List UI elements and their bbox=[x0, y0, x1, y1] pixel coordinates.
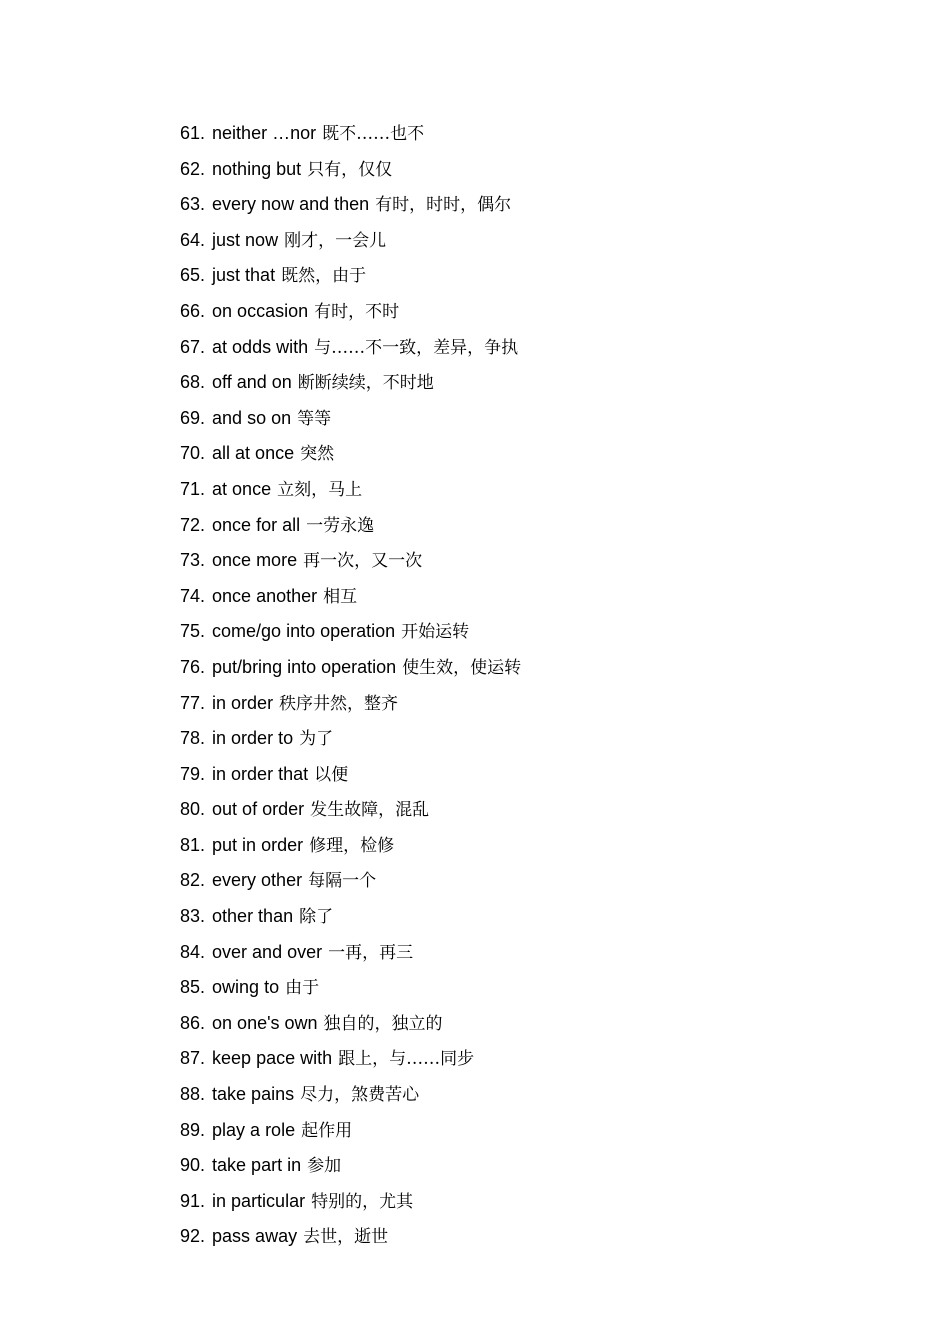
english-phrase: every other bbox=[212, 870, 303, 891]
english-phrase: in order to bbox=[212, 728, 294, 749]
chinese-meaning: 发生故障，混乱 bbox=[310, 800, 430, 821]
chinese-meaning: 与……不一致，差异，争执 bbox=[314, 337, 519, 358]
chinese-meaning: 既然，由于 bbox=[281, 266, 367, 287]
english-phrase: at odds with bbox=[212, 336, 309, 357]
phrase-entry bbox=[180, 330, 521, 366]
chinese-meaning: 一再，再三 bbox=[328, 942, 414, 963]
phrase-entry bbox=[180, 1219, 521, 1255]
phrase-entry bbox=[180, 152, 521, 188]
chinese-meaning: 起作用 bbox=[301, 1120, 353, 1141]
entry-number: 73. bbox=[180, 550, 206, 571]
english-phrase: just that bbox=[212, 265, 276, 286]
english-phrase: nothing but bbox=[212, 158, 302, 179]
entry-number: 71. bbox=[180, 478, 206, 499]
chinese-meaning: 等等 bbox=[297, 408, 332, 429]
chinese-meaning: 跟上，与……同步 bbox=[338, 1049, 475, 1070]
english-phrase: owing to bbox=[212, 977, 280, 998]
english-phrase: at once bbox=[212, 478, 272, 499]
phrase-entry bbox=[180, 223, 521, 259]
english-phrase: once for all bbox=[212, 514, 301, 535]
entry-number: 90. bbox=[180, 1155, 206, 1176]
entry-number: 61. bbox=[180, 123, 206, 143]
english-phrase: put/bring into operation bbox=[212, 656, 397, 677]
phrase-entry bbox=[180, 863, 521, 899]
entry-number: 87. bbox=[180, 1048, 206, 1069]
chinese-meaning: 刚才，一会儿 bbox=[284, 230, 387, 251]
english-phrase: once more bbox=[212, 550, 298, 571]
chinese-meaning: 只有，仅仅 bbox=[307, 159, 393, 180]
chinese-meaning: 有时，不时 bbox=[314, 301, 400, 322]
english-phrase: play a role bbox=[212, 1119, 296, 1140]
chinese-meaning: 既不……也不 bbox=[322, 124, 425, 144]
phrase-entry bbox=[180, 1041, 521, 1077]
phrase-entry bbox=[180, 899, 521, 935]
chinese-meaning: 一劳永逸 bbox=[306, 515, 375, 536]
english-phrase: in order bbox=[212, 692, 274, 713]
english-phrase: neither …nor bbox=[212, 123, 317, 143]
english-phrase: take pains bbox=[212, 1084, 295, 1105]
phrase-entry bbox=[180, 116, 521, 152]
entry-number: 74. bbox=[180, 585, 206, 606]
entry-number: 63. bbox=[180, 194, 206, 215]
english-phrase: in order that bbox=[212, 763, 309, 784]
phrase-entry bbox=[180, 1006, 521, 1042]
entry-number: 88. bbox=[180, 1084, 206, 1105]
phrase-entry bbox=[180, 543, 521, 579]
chinese-meaning: 特别的，尤其 bbox=[311, 1191, 414, 1212]
entry-number: 82. bbox=[180, 870, 206, 891]
chinese-meaning: 使生效，使运转 bbox=[402, 657, 522, 678]
english-phrase: once another bbox=[212, 585, 318, 606]
chinese-meaning: 除了 bbox=[299, 907, 334, 928]
entry-number: 70. bbox=[180, 443, 206, 464]
entry-number: 77. bbox=[180, 692, 206, 713]
phrase-entry bbox=[180, 1113, 521, 1149]
chinese-meaning: 秩序井然，整齐 bbox=[279, 693, 399, 714]
english-phrase: and so on bbox=[212, 407, 292, 428]
english-phrase: all at once bbox=[212, 443, 295, 464]
chinese-meaning: 每隔一个 bbox=[308, 871, 377, 892]
phrase-entry bbox=[180, 650, 521, 686]
chinese-meaning: 尽力，煞费苦心 bbox=[300, 1085, 420, 1106]
phrase-entry bbox=[180, 294, 521, 330]
phrase-entry bbox=[180, 757, 521, 793]
entry-number: 65. bbox=[180, 265, 206, 286]
phrase-entry bbox=[180, 365, 521, 401]
phrase-entry bbox=[180, 614, 521, 650]
english-phrase: out of order bbox=[212, 799, 305, 820]
english-phrase: off and on bbox=[212, 372, 292, 393]
english-phrase: come/go into operation bbox=[212, 621, 396, 642]
entry-number: 84. bbox=[180, 941, 206, 962]
entry-number: 66. bbox=[180, 300, 206, 321]
chinese-meaning: 有时，时时，偶尔 bbox=[375, 195, 512, 216]
english-phrase: on one's own bbox=[212, 1012, 318, 1033]
phrase-entry bbox=[180, 1148, 521, 1184]
chinese-meaning: 开始运转 bbox=[401, 622, 470, 643]
english-phrase: in particular bbox=[212, 1190, 306, 1211]
english-phrase: keep pace with bbox=[212, 1048, 333, 1069]
english-phrase: pass away bbox=[212, 1226, 298, 1247]
phrase-entry bbox=[180, 792, 521, 828]
entry-number: 78. bbox=[180, 728, 206, 749]
english-phrase: put in order bbox=[212, 834, 304, 855]
chinese-meaning: 独自的，独立的 bbox=[323, 1013, 443, 1034]
entry-number: 76. bbox=[180, 656, 206, 677]
chinese-meaning: 突然 bbox=[300, 444, 335, 465]
entry-number: 80. bbox=[180, 799, 206, 820]
phrase-entry bbox=[180, 1077, 521, 1113]
entry-number: 75. bbox=[180, 621, 206, 642]
chinese-meaning: 由于 bbox=[285, 978, 320, 999]
english-phrase: just now bbox=[212, 229, 279, 250]
english-phrase: take part in bbox=[212, 1155, 302, 1176]
chinese-meaning: 相互 bbox=[323, 586, 358, 607]
phrase-entry bbox=[180, 401, 521, 437]
entry-number: 81. bbox=[180, 834, 206, 855]
english-phrase: over and over bbox=[212, 941, 323, 962]
entry-number: 69. bbox=[180, 407, 206, 428]
english-phrase: every now and then bbox=[212, 194, 370, 215]
chinese-meaning: 参加 bbox=[307, 1156, 342, 1177]
phrase-entry bbox=[180, 935, 521, 971]
entry-number: 83. bbox=[180, 906, 206, 927]
chinese-meaning: 去世，逝世 bbox=[303, 1227, 389, 1248]
phrase-entry bbox=[180, 579, 521, 615]
entry-number: 85. bbox=[180, 977, 206, 998]
phrase-entry bbox=[180, 508, 521, 544]
phrase-list bbox=[180, 116, 521, 1255]
phrase-entry bbox=[180, 686, 521, 722]
phrase-entry bbox=[180, 721, 521, 757]
entry-number: 92. bbox=[180, 1226, 206, 1247]
entry-number: 67. bbox=[180, 336, 206, 357]
chinese-meaning: 立刻，马上 bbox=[277, 479, 363, 500]
phrase-entry bbox=[180, 828, 521, 864]
entry-number: 89. bbox=[180, 1119, 206, 1140]
chinese-meaning: 为了 bbox=[299, 729, 334, 750]
entry-number: 64. bbox=[180, 229, 206, 250]
chinese-meaning: 以便 bbox=[314, 764, 349, 785]
phrase-entry bbox=[180, 187, 521, 223]
english-phrase: on occasion bbox=[212, 300, 309, 321]
entry-number: 79. bbox=[180, 763, 206, 784]
entry-number: 62. bbox=[180, 158, 206, 179]
entry-number: 72. bbox=[180, 514, 206, 535]
entry-number: 68. bbox=[180, 372, 206, 393]
phrase-entry bbox=[180, 436, 521, 472]
phrase-entry bbox=[180, 258, 521, 294]
chinese-meaning: 修理，检修 bbox=[309, 835, 395, 856]
chinese-meaning: 再一次，又一次 bbox=[303, 551, 423, 572]
phrase-entry bbox=[180, 472, 521, 508]
entry-number: 91. bbox=[180, 1190, 206, 1211]
english-phrase: other than bbox=[212, 906, 294, 927]
phrase-entry bbox=[180, 1184, 521, 1220]
phrase-entry bbox=[180, 970, 521, 1006]
chinese-meaning: 断断续续，不时地 bbox=[297, 373, 434, 394]
entry-number: 86. bbox=[180, 1012, 206, 1033]
